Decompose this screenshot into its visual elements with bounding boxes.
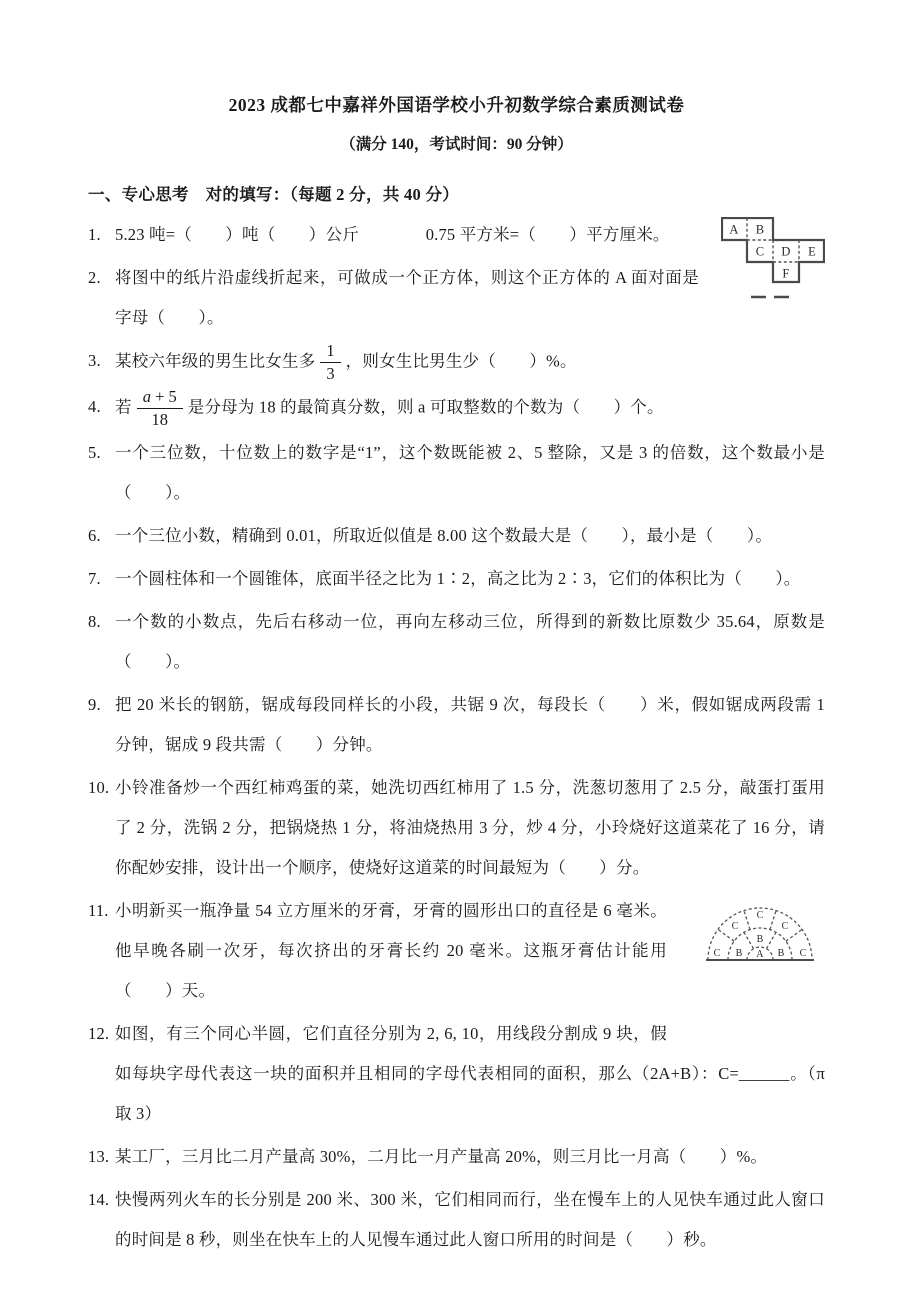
region-label: C (713, 947, 721, 959)
net-cell-label: B (755, 222, 765, 237)
region-label: C (781, 920, 789, 932)
region-label: B (756, 933, 764, 945)
question-9 (88, 685, 825, 765)
question-number: 7. (88, 568, 101, 588)
question-5 (88, 433, 825, 513)
question-body (115, 685, 825, 765)
question-body (115, 768, 825, 888)
question-text: 是分母为 18 的最简真分数，则 a 可取整数的个数为（ ）个。 (187, 397, 664, 417)
question-text: 一个数的小数点，先后右移动一位，再向左移动三位，所得到的新数比原数少 35.64，原数是（ ）。 (115, 611, 825, 671)
question-10 (88, 768, 825, 888)
question-text: 一个圆柱体和一个圆锥体，底面半径之比为 1∶2，高之比为 2∶3，它们的体积比为（ ）。 (115, 568, 801, 588)
fraction (320, 341, 340, 384)
question-text: 一个三位数，十位数上的数字是“1”，这个数既能被 2、5 整除，又是 3 的倍数，这个数最小是（ ）。 (115, 442, 825, 502)
fraction-denominator: 3 (326, 364, 335, 384)
region-label: C (756, 909, 764, 921)
question-number: 1. (88, 225, 101, 244)
question-8 (88, 602, 825, 682)
fraction-numerator: 1 (320, 341, 340, 363)
question-body (115, 258, 825, 338)
net-cell-label: F (782, 266, 790, 281)
question-number: 5. (88, 442, 101, 462)
question-body (115, 341, 825, 384)
region-label: C (799, 947, 807, 959)
question-number: 6. (88, 525, 101, 545)
question-text: 一个三位小数，精确到 0.01，所取近似值是 8.00 这个数最大是（ ），最小是（ ）。 (115, 525, 773, 545)
page-title: 2023 成都七中嘉祥外国语学校小升初数学综合素质测试卷 (228, 95, 685, 115)
question-1 (88, 215, 825, 281)
fraction (137, 387, 183, 430)
question-number: 14. (88, 1189, 110, 1209)
question-7 (88, 559, 825, 599)
question-12 (88, 1014, 825, 1134)
variable-a: a (142, 386, 151, 406)
question-text: 某校六年级的男生比女生多 (115, 351, 316, 371)
question-number: 3. (88, 351, 101, 370)
question-number: 4. (88, 396, 101, 416)
fraction-numerator (137, 387, 183, 409)
question-text: 小铃准备炒一个西红柿鸡蛋的菜，她洗切西红柿用了 1.5 分，洗葱切葱用了 2.5 分，敲蛋打蛋用了 2 分，洗锅 2 分，把锅烧热 1 分，将油烧热用 3 分，炒 4 分，小玲烧好这道菜花了 16 分，请你配妙安排，设计出一个顺序，使烧好这道菜的时间最短为（ ）分。 (115, 777, 825, 877)
question-text: 若 (115, 397, 132, 417)
region-label: B (777, 947, 785, 959)
question-text: ，则女生比男生少（ ）%。 (345, 351, 577, 371)
net-cell-label: D (781, 244, 791, 259)
semicircle-diagram-figure (675, 891, 825, 1019)
question-number: 13. (88, 1146, 110, 1166)
question-body (115, 433, 825, 513)
region-label: B (735, 947, 743, 959)
question-text: 5.23 吨=（ ）吨（ ）公斤 0.75 平方米=（ ）平方厘米。 (115, 225, 670, 244)
question-body (115, 1014, 825, 1134)
question-number: 8. (88, 611, 101, 631)
section-heading: 一、专心思考 对的填写：（每题 2 分，共 40 分） (88, 185, 460, 204)
question-11 (88, 891, 825, 1011)
question-body (115, 1137, 825, 1177)
question-text: 小明新买一瓶净量 54 立方厘米的牙膏，牙膏的圆形出口的直径是 6 毫米。他早晚各刷一次牙，每次挤出的牙膏长约 20 毫米。这瓶牙膏估计能用（ ）天。 (115, 900, 667, 1000)
question-number: 12. (88, 1023, 110, 1043)
question-14 (88, 1180, 825, 1260)
semicircle-diagram-svg (695, 897, 825, 967)
region-label: C (731, 920, 739, 932)
question-body (115, 1180, 825, 1260)
question-text: 某工厂，三月比二月产量高 30%，二月比一月产量高 20%，则三月比一月高（ ）%。 (115, 1146, 768, 1166)
question-text: 快慢两列火车的长分别是 200 米、300 米，它们相同而行，坐在慢车上的人见快车通过此人窗口的时间是 8 秒，则坐在快车上的人见慢车通过此人窗口所用的时间是（ ）秒。 (115, 1189, 825, 1249)
net-cell-label: A (729, 222, 739, 237)
region-label: A (756, 948, 764, 960)
net-cell-label: C (755, 244, 765, 259)
question-body (115, 559, 825, 599)
question-text: 将图中的纸片沿虚线折起来，可做成一个正方体，则这个正方体的 A 面对面是字母（ ）。 (115, 268, 699, 327)
question-6 (88, 516, 825, 556)
question-number: 10. (88, 777, 110, 797)
question-body (115, 602, 825, 682)
net-cell-label: E (808, 244, 816, 259)
question-13 (88, 1137, 825, 1177)
question-number: 2. (88, 268, 101, 287)
question-4 (88, 387, 825, 430)
fraction-denominator: 18 (151, 410, 168, 430)
question-2 (88, 258, 825, 338)
question-text: 把 20 米长的钢筋，锯成每段同样长的小段，共锯 9 次，每段长（ ）米，假如锯成两段需 1 分钟，锯成 9 段共需（ ）分钟。 (115, 694, 825, 754)
question-number: 11. (88, 900, 109, 920)
question-3 (88, 341, 825, 384)
question-body (115, 891, 825, 1011)
question-body (115, 387, 825, 430)
question-text: 如图，有三个同心半圆，它们直径分别为 2, 6, 10，用线段分割成 9 块，假如每块字母代表这一块的面积并且相同的字母代表相同的面积，那么（2A+B）：C=______。（π 取 3） (115, 1023, 825, 1123)
question-number: 9. (88, 694, 101, 714)
paper-subtitle: （满分 140，考试时间：90 分钟） (340, 136, 573, 153)
fraction-numerator-rest: + 5 (150, 386, 177, 406)
question-body (115, 516, 825, 556)
question-body (115, 215, 825, 281)
